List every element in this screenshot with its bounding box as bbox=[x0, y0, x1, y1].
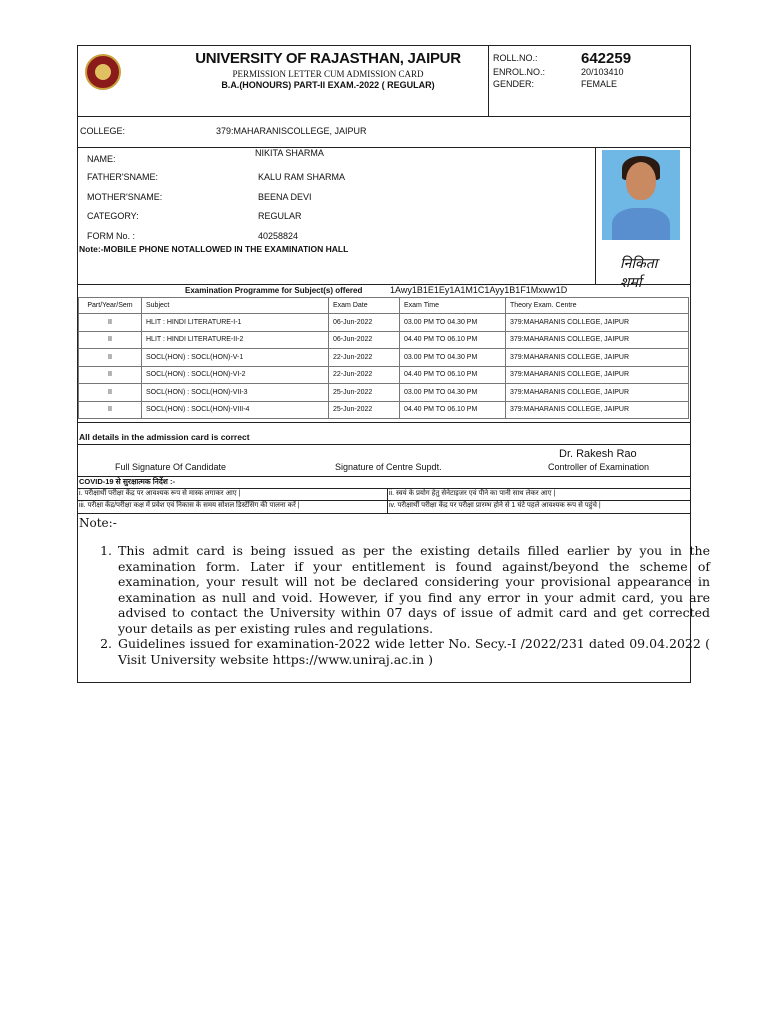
programme-label: Examination Programme for Subject(s) offered bbox=[185, 286, 363, 295]
table-header-cell: Exam Date bbox=[329, 298, 400, 314]
table-cell: 22-Jun-2022 bbox=[329, 349, 400, 367]
table-cell: 379:MAHARANIS COLLEGE, JAIPUR bbox=[506, 314, 689, 332]
table-cell: HLIT : HINDI LITERATURE-II-2 bbox=[142, 331, 329, 349]
table-cell: II bbox=[79, 331, 142, 349]
table-cell: 379:MAHARANIS COLLEGE, JAIPUR bbox=[506, 384, 689, 402]
table-cell: II bbox=[79, 366, 142, 384]
exam-schedule-table bbox=[78, 297, 689, 419]
name-value: NIKITA SHARMA bbox=[255, 148, 324, 158]
table-header-cell: Part/Year/Sem bbox=[79, 298, 142, 314]
divider bbox=[78, 284, 690, 285]
college-label: COLLEGE: bbox=[80, 126, 126, 136]
covid-instruction-4: iv. परीक्षार्थी परीक्षा केंद्र पर परीक्षा प्रारम्भ होने से 1 घंटे पहले आवश्यक रूप से पहुंचे | bbox=[389, 502, 601, 509]
table-cell: SOCL(HON) : SOCL(HON)-VI-2 bbox=[142, 366, 329, 384]
table-cell: 03.00 PM TO 04.30 PM bbox=[400, 349, 506, 367]
table-header-row bbox=[79, 298, 689, 314]
category-value: REGULAR bbox=[258, 211, 302, 221]
table-cell: SOCL(HON) : SOCL(HON)-VII-3 bbox=[142, 384, 329, 402]
divider bbox=[78, 116, 690, 117]
student-photo bbox=[602, 150, 680, 240]
controller-name: Dr. Rakesh Rao bbox=[559, 448, 637, 460]
table-row bbox=[79, 366, 689, 384]
table-cell: HLIT : HINDI LITERATURE-I-1 bbox=[142, 314, 329, 332]
table-row bbox=[79, 349, 689, 367]
roll-value: 642259 bbox=[581, 50, 632, 67]
table-cell: 06-Jun-2022 bbox=[329, 314, 400, 332]
table-cell: 22-Jun-2022 bbox=[329, 366, 400, 384]
table-cell: II bbox=[79, 384, 142, 402]
category-label: CATEGORY: bbox=[87, 211, 139, 221]
exam-title: B.A.(HONOURS) PART-II EXAM.-2022 ( REGULAR) bbox=[221, 80, 435, 90]
college-value: 379:MAHARANISCOLLEGE, JAIPUR bbox=[216, 126, 367, 136]
table-cell: 06-Jun-2022 bbox=[329, 331, 400, 349]
table-header-cell: Exam Time bbox=[400, 298, 506, 314]
enrol-value: 20/103410 bbox=[581, 67, 624, 77]
form-no-label: FORM No. : bbox=[87, 231, 136, 241]
mother-name-label: MOTHER'SNAME: bbox=[87, 192, 163, 202]
table-header-cell: Subject bbox=[142, 298, 329, 314]
confirmation-text: All details in the admission card is correct bbox=[79, 432, 250, 442]
covid-divider bbox=[387, 488, 388, 513]
table-cell: 04.40 PM TO 06.10 PM bbox=[400, 366, 506, 384]
student-signature-image: निकिता शर्मा bbox=[620, 256, 658, 291]
divider bbox=[78, 147, 690, 148]
table-row bbox=[79, 331, 689, 349]
table-cell: 379:MAHARANIS COLLEGE, JAIPUR bbox=[506, 401, 689, 419]
covid-instruction-2: ii. स्वयं के प्रयोग हेतु सेनेटाइजर एवं पीने का पानी साथ लेकर आए | bbox=[389, 490, 556, 497]
table-cell: 379:MAHARANIS COLLEGE, JAIPUR bbox=[506, 349, 689, 367]
note-item: 2. Guidelines issued for examination-2022 wide letter No. Secy.-I /2022/231 dated 09.04.2022 ( Visit University website https://www.uniraj.ac.in ) bbox=[116, 636, 710, 667]
notes-label: Note:- bbox=[79, 516, 117, 530]
table-cell: 03.00 PM TO 04.30 PM bbox=[400, 384, 506, 402]
notes-list bbox=[98, 543, 710, 667]
card-title: PERMISSION LETTER CUM ADMISSION CARD bbox=[232, 69, 424, 79]
father-name-value: KALU RAM SHARMA bbox=[258, 172, 346, 182]
table-cell: 379:MAHARANIS COLLEGE, JAIPUR bbox=[506, 366, 689, 384]
mother-name-value: BEENA DEVI bbox=[258, 192, 312, 202]
table-header-cell: Theory Exam. Centre bbox=[506, 298, 689, 314]
note-item: 1. This admit card is being issued as per the existing details filled earlier by you in the examination form. Later if your entitlement is found against/beyond the scheme of examination, your result will not be declared considering your provisional appearance in examination as null and void. However, if you find any error in your admit card, you are advised to contact the University within 07 days of issue of admit card and get corrected your details as per existing rules and regulations. bbox=[116, 543, 710, 636]
divider bbox=[78, 444, 690, 445]
table-cell: 25-Jun-2022 bbox=[329, 401, 400, 419]
mobile-note: Note:-MOBILE PHONE NOTALLOWED IN THE EXAMINATION HALL bbox=[79, 244, 349, 254]
subject-code: 1Awy1B1E1Ey1A1M1C1Ayy1B1F1Mxww1D bbox=[390, 285, 568, 295]
covid-instruction-3: iii. परीक्षा केंद्र/परीक्षा कक्ष में प्रवेश एवं निकास के समय सोशल डिस्टेंसिंग की पालना करें | bbox=[79, 502, 300, 509]
name-label: NAME: bbox=[87, 154, 116, 164]
table-cell: 03.00 PM TO 04.30 PM bbox=[400, 314, 506, 332]
table-cell: SOCL(HON) : SOCL(HON)-V-1 bbox=[142, 349, 329, 367]
admission-card bbox=[77, 45, 710, 683]
table-cell: II bbox=[79, 401, 142, 419]
table-cell: 25-Jun-2022 bbox=[329, 384, 400, 402]
university-title: UNIVERSITY OF RAJASTHAN, JAIPUR bbox=[195, 50, 461, 67]
photo-divider bbox=[595, 147, 596, 284]
father-name-label: FATHER'SNAME: bbox=[87, 172, 159, 182]
university-logo-icon bbox=[85, 54, 121, 90]
covid-instruction-1: i. परीक्षार्थी परीक्षा केंद्र पर आवश्यक रूप से मास्क लगाकर आए | bbox=[79, 490, 241, 497]
table-cell: 04.40 PM TO 06.10 PM bbox=[400, 401, 506, 419]
table-cell: 379:MAHARANIS COLLEGE, JAIPUR bbox=[506, 331, 689, 349]
gender-value: FEMALE bbox=[581, 79, 618, 89]
enrol-label: ENROL.NO.: bbox=[493, 67, 546, 77]
divider bbox=[78, 422, 690, 423]
roll-label: ROLL.NO.: bbox=[493, 53, 538, 63]
candidate-signature-label: Full Signature Of Candidate bbox=[115, 462, 227, 472]
divider bbox=[78, 513, 690, 514]
table-cell: II bbox=[79, 314, 142, 332]
table-row bbox=[79, 401, 689, 419]
header-divider bbox=[488, 46, 489, 116]
controller-title: Controller of Examination bbox=[548, 462, 650, 472]
table-cell: II bbox=[79, 349, 142, 367]
gender-label: GENDER: bbox=[493, 79, 535, 89]
table-cell: 04.40 PM TO 06.10 PM bbox=[400, 331, 506, 349]
centre-signature-label: Signature of Centre Supdt. bbox=[335, 462, 442, 472]
table-row bbox=[79, 314, 689, 332]
covid-title: COVID-19 से सुरक्षात्मक निर्देश :- bbox=[79, 477, 175, 486]
table-row bbox=[79, 384, 689, 402]
table-cell: SOCL(HON) : SOCL(HON)-VIII-4 bbox=[142, 401, 329, 419]
form-no-value: 40258824 bbox=[258, 231, 299, 241]
